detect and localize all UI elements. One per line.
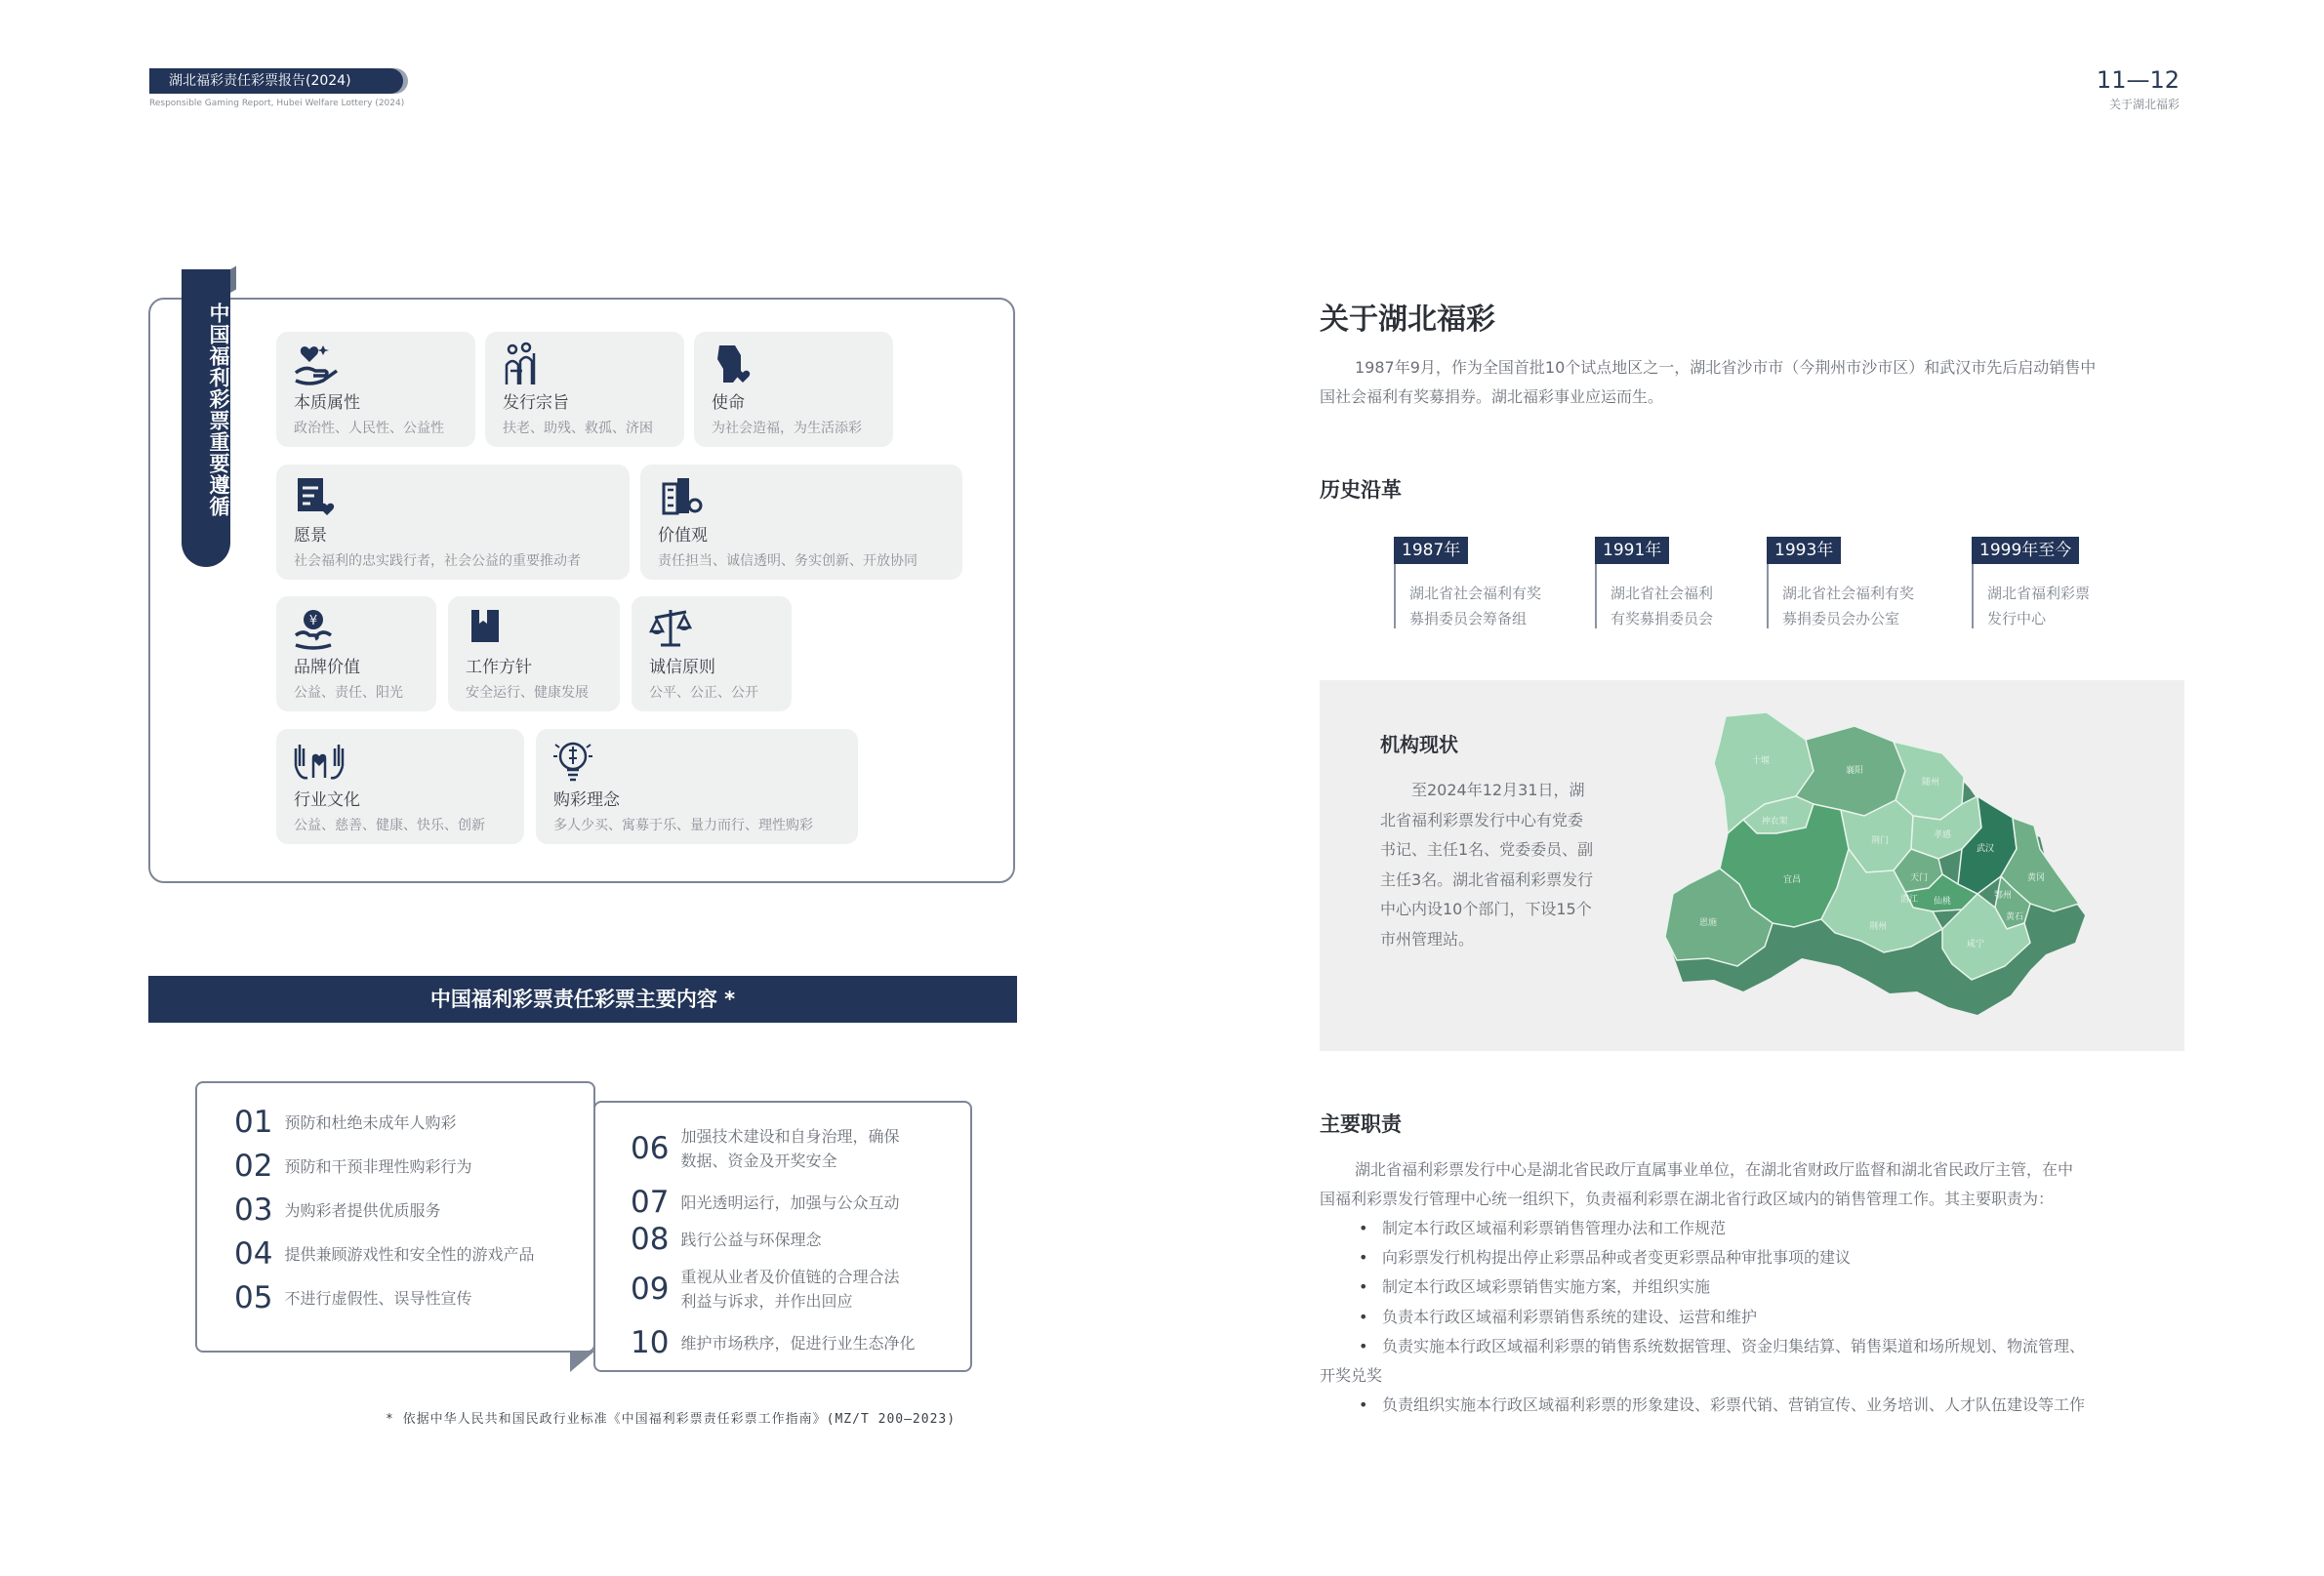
duty-item: • 负责组织实施本行政区域福利彩票的形象建设、彩票代销、营销宣传、业务培训、人才队伍建设等工作 [1355, 1391, 2085, 1420]
map-label: 黄冈 [2026, 873, 2046, 883]
duty-item-cont: 开奖兑奖 [1320, 1366, 1383, 1386]
item-text: 践行公益与环保理念 [680, 1230, 822, 1249]
hubei-map [1650, 703, 2138, 1030]
card-desc: 公益、慈善、健康、快乐、创新 [294, 818, 485, 833]
principle-card [536, 729, 858, 844]
item-number: 06 [631, 1131, 670, 1166]
history-year: 1999年至今 [1972, 537, 2079, 564]
principle-card [448, 596, 620, 711]
card-desc: 安全运行、健康发展 [466, 685, 589, 701]
card-title: 行业文化 [294, 790, 360, 810]
svg-text:¥: ¥ [308, 614, 318, 628]
history-entry [1409, 581, 1541, 631]
map-label: 鄂州 [1993, 891, 2013, 901]
history-line: 发行中心 [1987, 610, 2047, 627]
principle-card [276, 596, 436, 711]
list-item [631, 1325, 915, 1360]
item-number: 04 [234, 1236, 273, 1272]
card-title: 发行宗旨 [503, 393, 569, 413]
card-title: 价值观 [658, 526, 708, 546]
page-numbers: 11—12 [2096, 66, 2180, 94]
card-desc: 为社会造福，为生活添彩 [712, 421, 862, 436]
item-number: 08 [631, 1222, 670, 1257]
intro-paragraph [1320, 353, 2188, 412]
intro-line: 国社会福利有奖募捐券。湖北福彩事业应运而生。 [1320, 387, 1664, 406]
main-content-banner: 中国福利彩票责任彩票主要内容 * [148, 976, 1017, 1023]
duties-title: 主要职责 [1320, 1112, 1402, 1136]
list-item [631, 1222, 821, 1257]
history-entry [1610, 581, 1713, 631]
map-label: 荆门 [1870, 836, 1890, 846]
card-title: 购彩理念 [553, 790, 620, 810]
organization-title: 机构现状 [1380, 733, 1458, 756]
card-desc: 扶老、助残、救孤、济困 [503, 421, 653, 436]
card-desc: 公益、责任、阳光 [294, 685, 403, 701]
history-year: 1991年 [1595, 537, 1669, 564]
history-line: 有奖募捐委员会 [1610, 610, 1714, 627]
card-title: 工作方针 [466, 658, 532, 677]
item-number: 05 [234, 1280, 273, 1315]
people-icon [501, 342, 551, 390]
map-label: 十堰 [1751, 756, 1771, 766]
map-label: 天门 [1909, 873, 1929, 883]
principle-card [276, 729, 524, 844]
organization-text: 至2024年12月31日，湖北省福利彩票发行中心有党委书记、主任1名、党委委员、副主任3名。湖北省福利彩票发行中心内设10个部门，下设15个市州管理站。 [1380, 781, 1594, 949]
list-card-right [593, 1101, 972, 1372]
card-desc: 社会福利的忠实践行者，社会公益的重要推动者 [294, 553, 581, 569]
card-title: 诚信原则 [649, 658, 715, 677]
list-item [234, 1149, 471, 1184]
principle-card [276, 332, 475, 447]
history-title: 历史沿革 [1320, 478, 1402, 502]
principle-card [694, 332, 893, 447]
item-text: 维护市场秩序，促进行业生态净化 [680, 1333, 916, 1353]
hand-heart-icon [710, 342, 760, 390]
hands-heart-icon [292, 739, 350, 788]
card-desc: 公平、公正、公开 [649, 685, 758, 701]
item-text: 为购彩者提供优质服务 [284, 1200, 441, 1220]
document-heart-icon [292, 474, 343, 523]
duties-intro [1320, 1155, 2188, 1214]
card-title: 本质属性 [294, 393, 360, 413]
item-text: 重视从业者及价值链的合理合法 [680, 1268, 900, 1286]
item-number: 02 [234, 1149, 273, 1184]
duties-list [1320, 1214, 2086, 1420]
map-label: 黄石 [2005, 912, 2024, 922]
report-subtitle: Responsible Gaming Report, Hubei Welfare Lottery (2024) [149, 99, 405, 108]
item-text-cont: 数据、资金及开奖安全 [680, 1152, 837, 1170]
item-number: 07 [631, 1185, 670, 1220]
book-icon [464, 606, 514, 655]
item-text: 加强技术建设和自身治理，确保 [680, 1127, 900, 1146]
item-text: 提供兼顾游戏性和安全性的游戏产品 [284, 1244, 535, 1264]
duty-item: • 负责实施本行政区域福利彩票的销售系统数据管理、资金归集结算、销售渠道和场所规划、物流管理、 [1355, 1332, 2085, 1361]
map-label: 神农架 [1761, 817, 1788, 827]
history-line: 湖北省社会福利 [1610, 585, 1714, 602]
duty-item: • 向彩票发行机构提出停止彩票品种或者变更彩票品种审批事项的建议 [1355, 1243, 2085, 1273]
heart-hand-icon [292, 342, 343, 390]
principle-card [485, 332, 684, 447]
principle-card [640, 465, 962, 580]
map-label: 恩施 [1698, 918, 1718, 928]
card-title: 品牌价值 [294, 658, 360, 677]
history-line: 湖北省社会福利有奖 [1782, 585, 1915, 602]
item-text: 阳光透明运行，加强与公众互动 [680, 1192, 900, 1212]
list-item [234, 1192, 440, 1228]
yuan-hand-icon [292, 606, 343, 655]
item-text: 预防和杜绝未成年人购彩 [284, 1112, 457, 1132]
item-number: 01 [234, 1105, 273, 1140]
card-desc: 责任担当、诚信透明、务实创新、开放协同 [658, 553, 917, 569]
history-line: 募捐委员会办公室 [1782, 610, 1900, 627]
about-title: 关于湖北福彩 [1320, 303, 1495, 337]
duty-item: • 制定本行政区域福利彩票销售管理办法和工作规范 [1355, 1214, 2085, 1243]
section-name: 关于湖北福彩 [2108, 98, 2180, 111]
history-line: 湖北省社会福利有奖 [1409, 585, 1542, 602]
list-item [234, 1280, 471, 1315]
map-label: 潜江 [1899, 895, 1919, 905]
lightbulb-icon [551, 739, 602, 788]
footnote: * 依据中华人民共和国民政行业标准《中国福利彩票责任彩票工作指南》(MZ/T 200—2023) [386, 1412, 957, 1427]
history-year: 1987年 [1394, 537, 1468, 564]
item-number: 09 [631, 1272, 670, 1307]
buildings-icon [656, 474, 707, 523]
map-label: 宜昌 [1782, 875, 1802, 885]
map-label: 咸宁 [1966, 940, 1985, 950]
map-label: 随州 [1921, 778, 1940, 788]
item-number: 03 [234, 1192, 273, 1228]
map-label: 荆州 [1868, 922, 1888, 932]
list-item [234, 1236, 534, 1272]
map-label: 仙桃 [1933, 897, 1952, 907]
map-label: 武汉 [1976, 844, 1995, 854]
principle-card [276, 465, 630, 580]
duties-intro-line: 湖北省福利彩票发行中心是湖北省民政厅直属事业单位，在湖北省财政厅监督和湖北省民政厅主管，在中 [1355, 1160, 2074, 1179]
list-item [631, 1185, 899, 1220]
card-title: 愿景 [294, 526, 327, 546]
map-label: 孝感 [1933, 830, 1952, 840]
history-year: 1993年 [1767, 537, 1841, 564]
list-card-left [195, 1081, 595, 1353]
history-line: 湖北省福利彩票 [1987, 585, 2091, 602]
duty-item: • 负责本行政区域福利彩票销售系统的建设、运营和维护 [1355, 1303, 2085, 1332]
map-label: 襄阳 [1845, 766, 1864, 776]
list-item [631, 1265, 899, 1313]
card-fold [570, 1351, 595, 1372]
principle-card [632, 596, 792, 711]
duty-item: • 制定本行政区域彩票销售实施方案，并组织实施 [1355, 1273, 2085, 1302]
report-title-tag: 湖北福彩责任彩票报告(2024) [149, 68, 403, 94]
item-text: 预防和干预非理性购彩行为 [284, 1156, 472, 1176]
item-text: 不进行虚假性、误导性宣传 [284, 1288, 472, 1308]
card-desc: 多人少买、寓募于乐、量力而行、理性购彩 [553, 818, 813, 833]
list-item [234, 1105, 456, 1140]
history-line: 募捐委员会筹备组 [1409, 610, 1528, 627]
intro-line: 1987年9月，作为全国首批10个试点地区之一，湖北省沙市市（今荆州市沙市区）和武汉市先后启动销售中 [1355, 358, 2097, 377]
duties-intro-line: 国福利彩票发行管理中心统一组织下，负责福利彩票在湖北省行政区域内的销售管理工作。其主要职责为： [1320, 1190, 2055, 1208]
scale-icon [647, 606, 698, 655]
item-text-cont: 利益与诉求，并作出回应 [680, 1292, 853, 1311]
history-entry [1987, 581, 2090, 631]
card-desc: 政治性、人民性、公益性 [294, 421, 444, 436]
history-entry [1782, 581, 1914, 631]
item-number: 10 [631, 1325, 670, 1360]
principles-tab-label: 中国福利彩票重要遵循 [207, 303, 230, 517]
card-title: 使命 [712, 393, 745, 413]
list-item [631, 1124, 899, 1173]
